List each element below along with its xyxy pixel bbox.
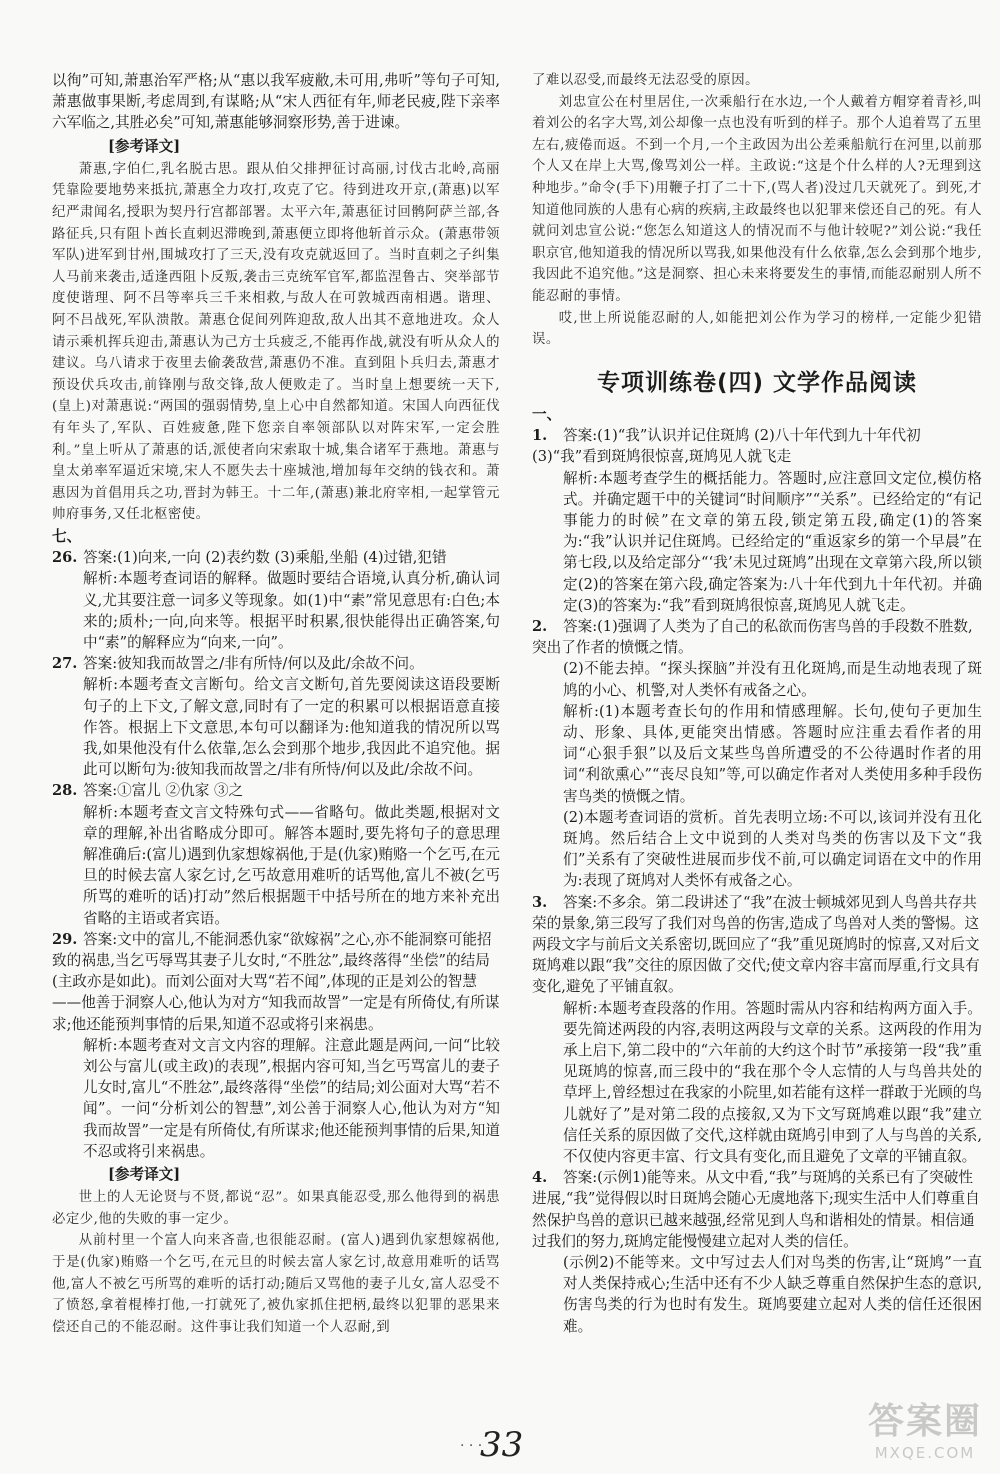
translation-paragraph: 从前村里一个富人向来吝啬,也很能忍耐。(富人)遇到仇家想嫁祸他,于是(仇家)贿赂一个乞丐,在元旦的时候去富人家乞讨,故意用难听的话骂他,富人不被乞丐所骂的难听的话打动;随后又骂他的妻子儿女,富人忍受不了愤怒,拿着棍棒打他,一打就死了,被仇家抓住把柄,最终以犯罪的恶果来偿还自己的不能忍耐。这件事让我们知道一个人忍耐,到: [52, 1233, 500, 1335]
translation-heading: [参考译文]: [108, 137, 181, 155]
answer-text: 答案:(1)“我”认识并记住斑鸠 (2)八十年代到九十年代初 (3)“我”看到斑鸠很惊喜,斑鸠见人就飞走: [532, 427, 921, 466]
watermark-url-text: MXQE.COM: [874, 1444, 976, 1462]
section-one: 一、: [532, 405, 562, 423]
analysis-text: 解析:本题考查词语的解释。做题时要结合语境,认真分析,确认词义,尤其要注意一词多义等现象。如(1)中“素”常见意思有:白色;本来的;质朴;一向,向来等。根据平时积累,很快能得出正确答案,句中“素”的解释应为“向来,一向”。: [83, 570, 500, 651]
translation-paragraph: 刘忠宣公在村里居住,一次乘船行在水边,一个人戴着方帽穿着青衫,叫着刘公的名字大骂,刘公却像一点也没有听到的样子。那个人追着骂了五里左右,疲倦而返。不到一个月,一个主政因为出公差乘船航行在河里,以前那个人又在岸上大骂,像骂刘公一样。主政说:“这是个什么样的人?无理到这种地步。”命令(手下)用鞭子打了二十下,(骂人者)没过几天就死了。到死,才知道他同族的人患有心病的疾病,主政最终也以犯罪来偿还自己的死。有人就问刘忠宣公说:“您怎么知道这人的情况而不与他计较呢?”刘公说:“我任职京官,他知道我的情况所以骂我,如果他没有什么依靠,怎么会到那个地步,我因此不追究他。”这是洞察、担心未来将要发生的事情,而能忍耐别人所不能忍耐的事情。: [532, 94, 982, 304]
analysis-text: 解析:本题考查文言文特殊句式——省略句。做此类题,根据对文章的理解,补出省略成分即可。解答本题时,要先将句子的意思理解准确后:(富儿)遇到仇家想嫁祸他,于是(仇家)贿赂一个乞丐,在元旦的时候去富人家乞讨,乞丐故意用难听的话骂他,富儿不被(乞丐所骂的难听的话)打动”然后根据题干中括号所在的地方来补充出省略的主语或者宾语。: [83, 803, 500, 927]
question-26: [52, 547, 500, 568]
answer-text-part2: (示例2)不能等来。文中写过去人们对鸟类的伤害,让“斑鸠”一直对人类保持戒心;生活中还有不少人缺乏尊重自然保护生态的意识,伤害鸟类的行为也时有发生。斑鸠要建立起对人类的信任还很困难。: [563, 1254, 982, 1335]
question-number: 27.: [52, 655, 78, 673]
answer-text: 答案:(示例1)能等来。从文中看,“我”与斑鸠的关系已有了突破性进展,“我”觉得假以时日斑鸠会随心无虞地落下;现实生活中人们尊重自然保护鸟兽的意识已越来越强,经常见到人鸟和谐相处的情景。相信通过我们的努力,斑鸠定能慢慢建立起对人类的信任。: [532, 1169, 980, 1250]
question-1: [532, 425, 982, 467]
section-seven: 七、: [52, 527, 82, 545]
question-number: 1.: [532, 427, 548, 445]
translation-paragraph: 世上的人无论贤与不贤,都说“忍”。如果真能忍受,那么他得到的祸患必定少,他的失败的事一定少。: [52, 1190, 500, 1227]
question-number: 4.: [532, 1169, 548, 1187]
translation-paragraph: 哎,世上所说能忍耐的人,如能把刘公作为学习的榜样,一定能少犯错误。: [532, 310, 982, 348]
analysis-text-part2: (2)本题考查词语的赏析。首先表明立场:不可以,该词并没有丑化斑鸠。然后结合上文中说到的人类对鸟类的伤害以及下文“我们”关系有了突破性进展而步伐不前,可以确定词语在文中的作用为:表现了斑鸠对人类怀有戒备之心。: [563, 808, 982, 890]
page-number: 33: [480, 1425, 524, 1465]
answer-text-part2: (2)不能去掉。“探头探脑”并没有丑化斑鸠,而是生动地表现了斑鸠的小心、机警,对人类怀有戒备之心。: [563, 660, 982, 699]
analysis-text: 解析:本题考查对文言文内容的理解。注意此题是两问,一问“比较刘公与富儿(或主政)的表现”,根据内容可知,当乞丐骂富儿的妻子儿女时,富儿“不胜忿”,最终落得“坐偿”的结局;刘公面对大骂“若不闻”。一问“分析刘公的智慧”,刘公善于洞察人心,他认为对方“知我而故詈”一定是有所倚仗,有所谋求;他还能预判事情的后果,知道不忍或将引来祸患。: [83, 1036, 500, 1160]
left-column: [52, 70, 500, 1338]
translation-continuation: 了难以忍受,而最终无法忍受的原因。: [532, 73, 760, 88]
intro-paragraph: 以徇”可知,萧惠治军严格;从“惠以我军疲敝,未可用,弗听”等句子可知,萧惠做事果断,考虑周到,有谋略;从“宋人西征有年,师老民疲,陛下亲率六军临之,其胜必矣”可知,萧惠能够洞察形势,善于进谏。: [52, 72, 500, 132]
question-27: [52, 653, 500, 674]
question-2: [532, 616, 982, 658]
question-number: 26.: [52, 549, 78, 567]
section-title: 专项训练卷(四) 文学作品阅读: [596, 369, 918, 396]
answer-text: 答案:不多余。第二段讲述了“我”在波士顿城郊见到人鸟兽共存共荣的景象,第三段写了我们对鸟兽的伤害,造成了鸟兽对人类的警惕。这两段文字与前后文关系密切,既回应了“我”重见斑鸠时的惊喜,又对后文斑鸠难以跟“我”交往的原因做了交代;使文章内容丰富而厚重,行文具有变化,避免了平铺直叙。: [532, 893, 980, 996]
watermark-logo: [868, 1393, 982, 1462]
question-number: 2.: [532, 617, 548, 635]
question-number: 28.: [52, 782, 78, 800]
answer-text: 答案:文中的富儿,不能洞悉仇家“欲嫁祸”之心,亦不能洞察可能招致的祸患,当乞丐辱骂其妻子儿女时,“不胜忿”,最终落得“坐偿”的结局(主政亦是如此)。而刘公面对大骂“若不闻”,体现的正是刘公的智慧——他善于洞察人心,他认为对方“知我而故詈”一定是有所倚仗,有所谋求;他还能预判事情的后果,知道不忍或将引来祸患。: [52, 930, 500, 1033]
analysis-text: 解析:本题考查段落的作用。答题时需从内容和结构两方面入手。要先简述两段的内容,表明这两段与文章的关系。这两段的作用为承上启下,第二段中的“六年前的大约这个时节”承接第一段“我”重见斑鸠的惊喜,而三段中的“我在那个令人忘情的人与鸟兽共处的草坪上,曾经想过在我家的小院里,如若能有这样一群敢于光顾的鸟儿就好了”是对第二段的点接叙,又为下文写斑鸠难以跟“我”建立信任关系的原因做了交代,这样就由斑鸠引申到了人与鸟兽的关系,不仅使内容更丰富、行文具有变化,而且避免了文章的平铺直叙。: [563, 999, 982, 1166]
question-number: 29.: [52, 930, 78, 948]
question-28: [52, 780, 500, 801]
answer-text: 答案:①富儿 ②仇家 ③之: [83, 782, 244, 800]
page-number-dots: · · ·: [460, 1438, 483, 1454]
answer-text: 答案:彼知我而故詈之/非有所恃/何以及此/余故不问。: [83, 655, 424, 673]
analysis-text: 解析:(1)本题考查长句的作用和情感理解。长句,使句子更加生动、形象、具体,更能突出情感。答题时应注重去看作者的用词“心狠手狠”以及后文某些鸟兽所遭受的不公待遇时作者的用词“利欲熏心”“丧尽良知”等,可以确定作者对人类使用多种手段伤害鸟类的愤慨之情。: [563, 702, 982, 805]
watermark-main-text: 答案圈: [867, 1401, 982, 1442]
analysis-text: 解析:本题考查学生的概括能力。答题时,应注意回文定位,模仿格式。并确定题干中的关键词“时间顺序”“关系”。已经给定的“有记事能力的时候”在文章的第五段,锁定第五段,确定(1)的答案为:“我”认识并记住斑鸠。已经给定的“重返家乡的第一个早晨”在第七段,以及给定部分“‘我’未见过斑鸠”出现在文章第六段,所以锁定(2)的答案在第六段,确定答案为:八十年代到九十年代初。并确定(3)的答案为:“我”看到斑鸠很惊喜,斑鸠见人就飞走。: [563, 469, 982, 614]
right-column: [532, 70, 982, 1337]
translation-paragraph: 萧惠,字伯仁,乳名脱古思。跟从伯父排押征讨高丽,讨伐古北岭,高丽凭靠险要地势来抵抗,萧惠全力攻打,攻克了它。待到进攻开京,(萧惠)以军纪严肃闻名,授职为契丹行宫都部署。太平六年,萧惠征讨回鹘阿萨兰部,各路征兵,只有阻卜酋长直刺迟滞晚到,萧惠便立即将他斩首示众。(萧惠带领军队)进军到甘州,围城攻打了三天,没有攻克就返回了。当时直刺之子纠集人马前来袭击,适逢西阻卜反叛,袭击三克统军官军,都监涅鲁古、突举部节度使谐理、阿不吕等率兵三千来相救,与敌人在可敦城西南相遇。谐理、阿不吕战死,军队溃散。萧惠仓促间列阵迎敌,敌人出其不意地进攻。众人请示乘机挥兵迎击,萧惠认为己方士兵疲乏,不能再作战,就没有听从众人的建议。乌八请求于夜里去偷袭敌营,萧惠仍不准。直到阻卜兵归去,萧惠才预设伏兵攻击,前锋刚与敌交锋,敌人便败走了。当时皇上想要统一天下,(皇上)对萧惠说:“两国的强弱情势,皇上心中自然都知道。宋国人向西征伐有年头了,军队、百姓疲惫,陛下您亲自率领部队以对阵宋军,一定会胜利。”皇上听从了萧惠的话,派使者向宋索取十城,集合诸军于燕地。萧惠与皇太弟率军逼近宋境,宋人不愿失去十座城池,增加每年交纳的钱衣和。萧惠因为首倡用兵之功,晋封为韩王。十二年,(萧惠)兼北府宰相,一起掌管元帅府事务,又任北枢密使。: [52, 161, 500, 523]
translation-heading: [参考译文]: [108, 1166, 181, 1183]
question-4: [532, 1167, 982, 1252]
question-number: 3.: [532, 893, 548, 911]
answer-text: 答案:(1)向来,一向 (2)表约数 (3)乘船,坐船 (4)过错,犯错: [83, 549, 447, 567]
analysis-text: 解析:本题考查文言断句。给文言文断句,首先要阅读这语段要断句子的上下文,了解文意,同时有了一定的积累可以根据语意直接作答。根据上下文意思,本句可以翻译为:他知道我的情况所以骂我,如果他没有什么依靠,怎么会到那个地步,我因此不追究他。据此可以断句为:彼知我而故詈之/非有所恃/何以及此/余故不问。: [83, 676, 500, 779]
question-29: [52, 929, 500, 1035]
question-3: [532, 892, 982, 998]
answer-text: 答案:(1)强调了人类为了自己的私欲而伤害鸟兽的手段数不胜数,突出了作者的愤慨之情。: [532, 617, 973, 657]
